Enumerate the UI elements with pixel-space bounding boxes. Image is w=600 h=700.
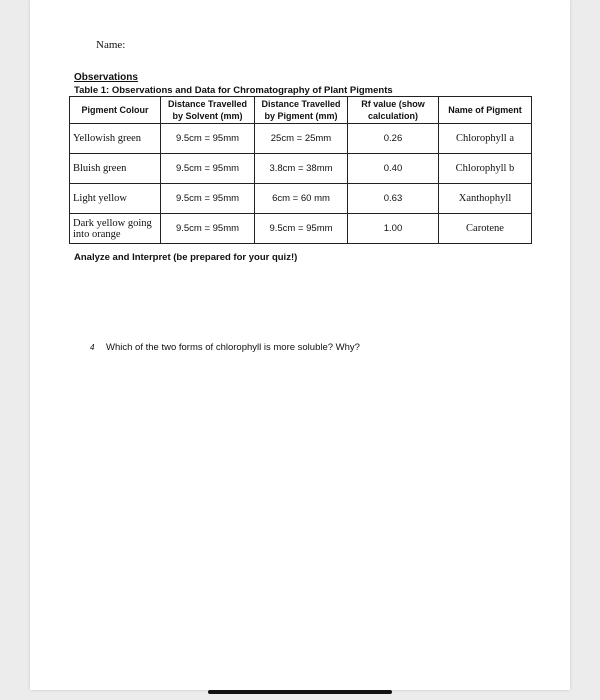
rf-value-cell: 1.00 [348, 214, 439, 244]
rf-value-cell: 0.26 [348, 124, 439, 154]
pigment-distance-cell: 3.8cm = 38mm [255, 154, 348, 184]
header-cell: Rf value (show calculation) [348, 97, 439, 124]
pigment-distance-cell: 25cm = 25mm [255, 124, 348, 154]
header-cell: Distance Travelled by Pigment (mm) [255, 97, 348, 124]
home-indicator[interactable] [208, 690, 392, 694]
table-caption: Table 1: Observations and Data for Chromatography of Plant Pigments [74, 85, 393, 96]
table-row [70, 184, 532, 214]
rf-value-cell: 0.63 [348, 184, 439, 214]
document-page [30, 0, 570, 690]
pigment-name-cell: Carotene [439, 214, 532, 244]
pigment-table [69, 96, 532, 244]
question-item [90, 342, 360, 353]
pigment-name-cell: Chlorophyll a [439, 124, 532, 154]
table-row [70, 154, 532, 184]
table-row [70, 214, 532, 244]
pigment-distance-cell: 9.5cm = 95mm [255, 214, 348, 244]
header-cell: Pigment Colour [70, 97, 161, 124]
solvent-distance-cell: 9.5cm = 95mm [161, 124, 255, 154]
solvent-distance-cell: 9.5cm = 95mm [161, 214, 255, 244]
pigment-colour-cell: Bluish green [70, 154, 161, 184]
question-number: 4 [90, 343, 95, 352]
header-cell: Distance Travelled by Solvent (mm) [161, 97, 255, 124]
name-label: Name: [96, 39, 126, 51]
observations-heading: Observations [74, 72, 138, 83]
analyze-heading: Analyze and Interpret (be prepared for your quiz!) [74, 252, 298, 263]
solvent-distance-cell: 9.5cm = 95mm [161, 184, 255, 214]
table-row [70, 124, 532, 154]
rf-value-cell: 0.40 [348, 154, 439, 184]
pigment-distance-cell: 6cm = 60 mm [255, 184, 348, 214]
table-header-row [70, 97, 532, 124]
question-text: Which of the two forms of chlorophyll is more soluble? Why? [106, 342, 360, 353]
solvent-distance-cell: 9.5cm = 95mm [161, 154, 255, 184]
pigment-colour-cell: Yellowish green [70, 124, 161, 154]
pigment-colour-cell: Dark yellow going into orange [70, 214, 161, 244]
header-cell: Name of Pigment [439, 97, 532, 124]
pigment-name-cell: Chlorophyll b [439, 154, 532, 184]
pigment-colour-cell: Light yellow [70, 184, 161, 214]
pigment-name-cell: Xanthophyll [439, 184, 532, 214]
